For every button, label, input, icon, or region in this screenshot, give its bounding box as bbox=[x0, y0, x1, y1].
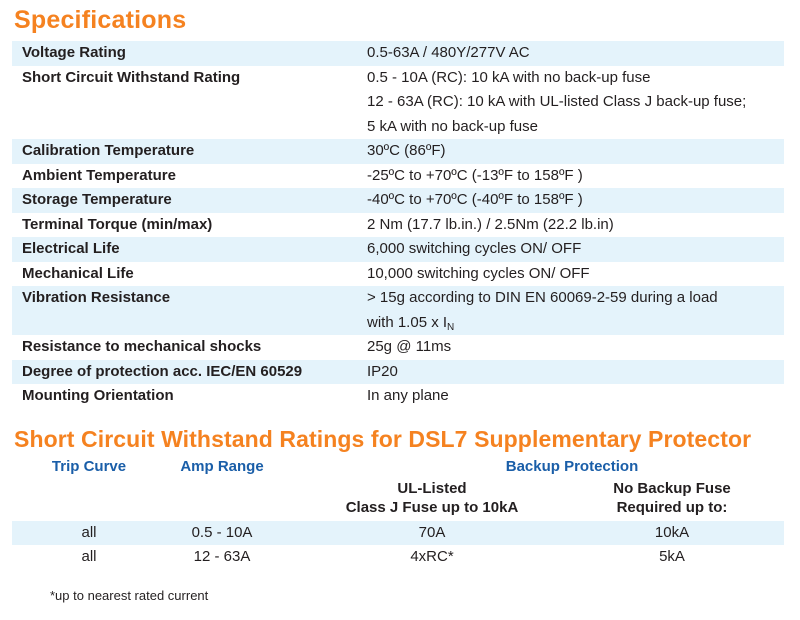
spec-label: Storage Temperature bbox=[22, 191, 172, 208]
spec-value-line: 0.5-63A / 480Y/277V AC bbox=[367, 44, 530, 61]
spec-value-line: 25g @ 11ms bbox=[367, 338, 452, 355]
spec-value-line: 2 Nm (17.7 lb.in.) / 2.5Nm (22.2 lb.in) bbox=[367, 215, 614, 233]
spec-value-line bbox=[367, 311, 784, 336]
spec-value-line: -25ºC to +70ºC (-13ºF to 158ºF ) bbox=[367, 166, 583, 184]
header-ul-listed: UL-Listed bbox=[397, 480, 467, 497]
spec-value bbox=[354, 164, 784, 189]
cell-no-fuse: 10kA bbox=[654, 524, 690, 541]
short-circuit-title: Short Circuit Withstand Ratings for DSL7 Supplementary Protector bbox=[14, 426, 752, 452]
cell-ul-listed: 4xRC* bbox=[410, 548, 454, 565]
spec-value bbox=[354, 66, 784, 140]
cell-amp-range: 12 - 63A bbox=[193, 548, 251, 565]
spec-label: Electrical Life bbox=[22, 240, 120, 257]
spec-row bbox=[12, 213, 784, 238]
spec-value-line: 5 kA with no back-up fuse bbox=[367, 117, 538, 135]
spec-value-line: 6,000 switching cycles ON/ OFF bbox=[367, 240, 582, 257]
cell-trip-curve: all bbox=[81, 548, 97, 565]
spec-value bbox=[354, 139, 784, 164]
header-trip-curve: Trip Curve bbox=[51, 458, 127, 475]
spec-value bbox=[354, 286, 784, 335]
spec-row bbox=[12, 286, 784, 335]
spec-row bbox=[12, 335, 784, 360]
spec-row bbox=[12, 384, 784, 409]
spec-label: Mechanical Life bbox=[22, 264, 134, 282]
spec-row bbox=[12, 66, 784, 140]
spec-value-line: 30ºC (86ºF) bbox=[367, 142, 446, 159]
cell-ul-listed: 70A bbox=[418, 524, 446, 541]
spec-value-line: 10,000 switching cycles ON/ OFF bbox=[367, 264, 590, 282]
spec-value-line: 12 - 63A (RC): 10 kA with UL-listed Class J back-up fuse; bbox=[367, 93, 747, 110]
spec-value bbox=[354, 384, 784, 409]
table-row bbox=[12, 545, 784, 569]
table-row bbox=[12, 521, 784, 545]
spec-value-subscript: N bbox=[447, 321, 455, 333]
spec-label: Voltage Rating bbox=[22, 44, 126, 61]
spec-label: Vibration Resistance bbox=[22, 289, 171, 306]
spec-label: Calibration Temperature bbox=[22, 142, 195, 159]
spec-label: Terminal Torque (min/max) bbox=[22, 215, 213, 233]
header-no-fuse: No Backup Fuse bbox=[613, 480, 731, 497]
short-circuit-table bbox=[12, 458, 784, 580]
header-backup-protection: Backup Protection bbox=[505, 458, 639, 475]
spec-label: Degree of protection acc. IEC/EN 60529 bbox=[22, 362, 303, 380]
spec-row bbox=[12, 139, 784, 164]
spec-value bbox=[354, 237, 784, 262]
specifications-title: Specifications bbox=[14, 6, 187, 34]
spec-value-line: In any plane bbox=[367, 387, 449, 404]
spec-label: Mounting Orientation bbox=[22, 387, 174, 404]
cell-amp-range: 0.5 - 10A bbox=[191, 524, 253, 541]
spec-value-text: with 1.05 x I bbox=[367, 313, 448, 331]
spec-value bbox=[354, 335, 784, 360]
cell-trip-curve: all bbox=[81, 524, 97, 541]
spec-value bbox=[354, 262, 784, 287]
spec-value-line: > 15g according to DIN EN 60069-2-59 during a load bbox=[367, 289, 718, 306]
spec-label: Resistance to mechanical shocks bbox=[22, 338, 262, 355]
header-ul-listed-sub: Class J Fuse up to 10kA bbox=[345, 499, 519, 516]
spec-row bbox=[12, 237, 784, 262]
spec-label: Short Circuit Withstand Rating bbox=[22, 68, 241, 86]
spec-value-line: IP20 bbox=[367, 362, 398, 380]
spec-row bbox=[12, 360, 784, 385]
spec-value bbox=[354, 41, 784, 66]
header-no-fuse-sub: Required up to: bbox=[616, 499, 728, 516]
spec-value-line: -40ºC to +70ºC (-40ºF to 158ºF ) bbox=[367, 191, 583, 208]
spec-row bbox=[12, 188, 784, 213]
spec-label: Ambient Temperature bbox=[22, 166, 176, 184]
spec-row bbox=[12, 41, 784, 66]
cell-no-fuse: 5kA bbox=[659, 548, 685, 565]
spec-value-line: 0.5 - 10A (RC): 10 kA with no back-up fuse bbox=[367, 68, 651, 86]
specifications-table bbox=[12, 41, 784, 409]
header-amp-range: Amp Range bbox=[180, 458, 264, 475]
spec-value bbox=[354, 360, 784, 385]
footnote: *up to nearest rated current bbox=[50, 588, 209, 603]
spec-row bbox=[12, 262, 784, 287]
spec-value bbox=[354, 213, 784, 238]
spec-value bbox=[354, 188, 784, 213]
spec-row bbox=[12, 164, 784, 189]
